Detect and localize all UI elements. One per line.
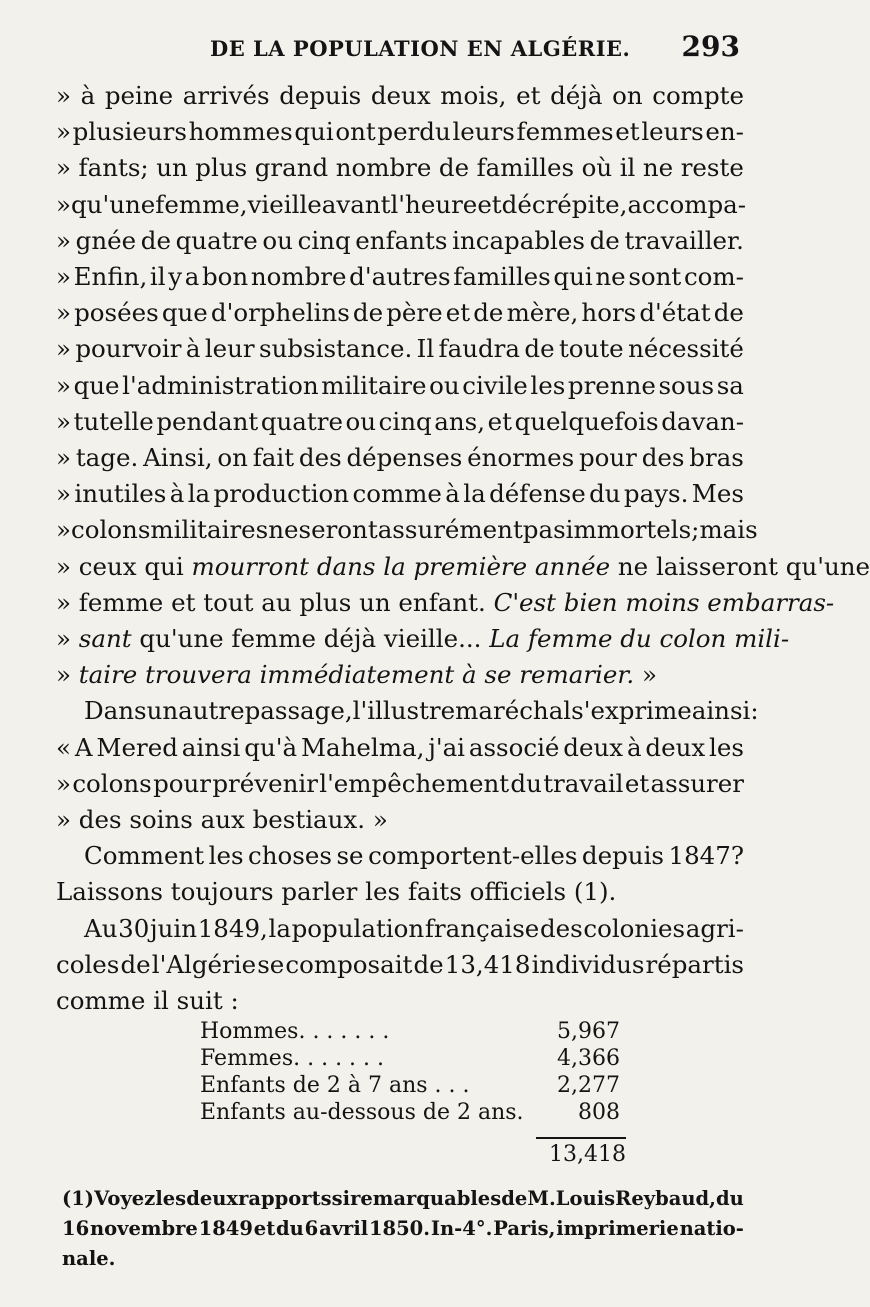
word: » xyxy=(56,225,71,255)
word: civile xyxy=(462,370,528,400)
word: l'Algérie xyxy=(151,949,257,979)
text-line xyxy=(56,150,744,186)
word: y xyxy=(168,262,183,292)
word: femmes xyxy=(516,117,614,147)
text-run: » femme et tout au plus un enfant. xyxy=(56,587,494,617)
word: passage, xyxy=(244,696,353,726)
text-line-mixed xyxy=(56,549,870,585)
word: décrépite, xyxy=(501,189,628,219)
word: ou xyxy=(262,225,293,255)
word: de xyxy=(524,334,555,364)
word: l'empêchement xyxy=(319,768,510,798)
word: » xyxy=(56,81,71,110)
text-line xyxy=(56,947,744,983)
word: de xyxy=(473,298,504,328)
word: compte xyxy=(652,81,744,110)
word: comme xyxy=(352,479,442,509)
word: on xyxy=(612,81,643,110)
word: à xyxy=(169,479,185,509)
word: où xyxy=(581,153,613,183)
word: novembre xyxy=(89,1217,198,1240)
word: comportent-elles xyxy=(368,841,578,871)
text-line xyxy=(56,693,759,729)
word: femme, xyxy=(155,189,248,219)
word: bras xyxy=(689,443,744,473)
word: pourvoir xyxy=(75,334,182,364)
word: » xyxy=(56,334,71,364)
word: Dans xyxy=(84,696,147,726)
word: plus xyxy=(195,153,248,183)
word: de xyxy=(501,1187,528,1210)
word: incapables xyxy=(452,225,585,255)
word: du xyxy=(716,1187,744,1210)
word: se xyxy=(257,949,285,979)
word: qu'une xyxy=(71,189,156,219)
word: rapports xyxy=(238,1187,332,1210)
word: à xyxy=(445,479,460,509)
population-table xyxy=(200,1018,620,1126)
word: fait xyxy=(252,443,295,473)
text-run: qu'une femme déjà vieille... xyxy=(131,624,490,654)
word: peine xyxy=(104,81,174,110)
word: M. xyxy=(527,1187,556,1210)
footnote-line: nale. xyxy=(62,1247,116,1270)
table-row xyxy=(200,1045,620,1072)
word: Au xyxy=(84,913,118,943)
text-line xyxy=(56,114,744,150)
word: travailler. xyxy=(624,225,744,255)
word: 30 xyxy=(118,913,150,943)
text-line xyxy=(56,368,744,404)
word: prenne xyxy=(567,370,656,400)
word: Comment xyxy=(84,841,205,871)
italic-run: C'est bien moins embarras- xyxy=(493,587,835,617)
word: tage. xyxy=(75,443,139,473)
body-text xyxy=(56,78,870,1019)
word: 1850. xyxy=(368,1217,431,1240)
word: la xyxy=(268,913,291,943)
word: quatre xyxy=(260,406,343,436)
word: Mered xyxy=(96,732,178,762)
word: Reybaud, xyxy=(615,1187,716,1210)
word: déjà xyxy=(550,81,603,110)
word: leurs xyxy=(452,117,515,147)
text-run: » xyxy=(56,660,79,690)
italic-run: sant xyxy=(78,624,132,654)
word: la xyxy=(187,479,211,509)
word: remarquables xyxy=(350,1187,502,1210)
word: faudra xyxy=(438,334,521,364)
word: fants; xyxy=(78,153,149,183)
word: deux xyxy=(370,81,431,110)
word: Voyez xyxy=(94,1187,156,1210)
word: pas xyxy=(522,515,566,545)
word: » xyxy=(56,153,71,183)
word: toute xyxy=(558,334,624,364)
word: » xyxy=(56,370,71,400)
word: les xyxy=(155,1187,187,1210)
word: ne xyxy=(642,153,674,183)
word: accompa- xyxy=(627,189,747,219)
table-total: 13,418 xyxy=(549,1142,626,1167)
word: enfants xyxy=(355,225,448,255)
word: du xyxy=(276,1217,304,1240)
word: mère, xyxy=(506,298,579,328)
word: colons xyxy=(72,768,152,798)
word: seront xyxy=(298,515,378,545)
word: du xyxy=(510,768,542,798)
word: » xyxy=(56,515,71,545)
footnote-line xyxy=(62,1214,744,1244)
text-line: » des soins aux bestiaux. » xyxy=(56,805,388,835)
word: individus xyxy=(531,949,645,979)
word: autre xyxy=(178,696,245,726)
word: père xyxy=(386,298,443,328)
word: com- xyxy=(683,262,744,292)
word: Il xyxy=(416,334,435,364)
row-value: 4,366 xyxy=(557,1046,620,1071)
word: In-4°. xyxy=(430,1217,493,1240)
page-number: 293 xyxy=(681,30,740,63)
word: posées xyxy=(74,298,159,328)
word: pour xyxy=(153,768,212,798)
text-line xyxy=(56,187,747,223)
word: imprimerie xyxy=(556,1217,679,1240)
text-line xyxy=(56,476,744,512)
word: des xyxy=(641,443,685,473)
word: » xyxy=(56,406,71,436)
row-value: 808 xyxy=(578,1100,620,1125)
word: assurément xyxy=(377,515,523,545)
italic-run: mourront dans la première année xyxy=(191,551,611,581)
word: 1849 xyxy=(198,1217,253,1240)
word: 13,418 xyxy=(444,949,531,979)
word: de xyxy=(140,225,171,255)
word: sous xyxy=(658,370,715,400)
word: quatre xyxy=(175,225,258,255)
word: qui xyxy=(553,262,593,292)
word: production xyxy=(213,479,350,509)
word: depuis xyxy=(581,841,664,871)
word: pays. xyxy=(623,479,689,509)
word: quelquefois xyxy=(514,406,659,436)
word: pour xyxy=(578,443,637,473)
word: du xyxy=(589,479,621,509)
word: immortels; xyxy=(565,515,700,545)
word: avril xyxy=(319,1217,369,1240)
word: reste xyxy=(680,153,744,183)
word: de xyxy=(438,153,470,183)
word: il xyxy=(619,153,636,183)
word: colonies xyxy=(583,913,686,943)
word: ne xyxy=(268,515,299,545)
text-line xyxy=(56,730,744,766)
footnote-line xyxy=(62,1184,744,1214)
word: subsistance. xyxy=(259,334,413,364)
word: » xyxy=(56,443,71,473)
word: » xyxy=(56,768,71,798)
footnote xyxy=(62,1184,744,1274)
word: composait xyxy=(285,949,413,979)
word: travail xyxy=(543,768,624,798)
word: mais xyxy=(699,515,758,545)
word: à xyxy=(626,732,642,762)
word: en- xyxy=(705,117,744,147)
word: de xyxy=(589,225,620,255)
word: les xyxy=(530,370,566,400)
word: (1) xyxy=(62,1187,95,1210)
word: à xyxy=(185,334,201,364)
word: dépenses xyxy=(346,443,463,473)
word: Mes xyxy=(691,479,744,509)
word: nombre xyxy=(250,262,347,292)
word: population xyxy=(291,913,425,943)
word: d'orphelins xyxy=(210,298,350,328)
word: 16 xyxy=(62,1217,90,1240)
word: perdu xyxy=(377,117,451,147)
word: nécessité xyxy=(628,334,744,364)
word: j'ai xyxy=(428,732,466,762)
word: et xyxy=(487,406,512,436)
word: natio- xyxy=(679,1217,744,1240)
word: assurer xyxy=(650,768,744,798)
text-run: » xyxy=(634,660,657,690)
word: 1849, xyxy=(197,913,268,943)
word: d'état xyxy=(639,298,711,328)
word: 6 xyxy=(304,1217,319,1240)
word: d'autres xyxy=(349,262,451,292)
word: ou xyxy=(345,406,377,436)
word: s'exprime xyxy=(571,696,692,726)
word: deux xyxy=(645,732,706,762)
word: vieille xyxy=(247,189,322,219)
word: ainsi xyxy=(691,696,751,726)
text-line-mixed xyxy=(56,585,835,621)
word: deux xyxy=(186,1187,239,1210)
text-line xyxy=(56,259,744,295)
word: prévenir xyxy=(212,768,318,798)
word: colons xyxy=(71,515,151,545)
word: que xyxy=(73,370,120,400)
word: on xyxy=(217,443,248,473)
word: l'administration xyxy=(122,370,319,400)
text-line xyxy=(56,404,744,440)
word: davan- xyxy=(661,406,744,436)
word: pendant xyxy=(156,406,259,436)
word: choses xyxy=(248,841,332,871)
text-line xyxy=(56,440,744,476)
word: de xyxy=(713,298,744,328)
word: leur xyxy=(204,334,255,364)
word: familles xyxy=(476,153,575,183)
word: de xyxy=(413,949,444,979)
word: à xyxy=(80,81,96,110)
word: Louis xyxy=(555,1187,616,1210)
word: a xyxy=(184,262,200,292)
word: mois, xyxy=(440,81,507,110)
text-line xyxy=(56,766,744,802)
word: que xyxy=(161,298,208,328)
word: » xyxy=(56,189,71,219)
text-line xyxy=(56,512,758,548)
word: ne xyxy=(595,262,626,292)
word: » xyxy=(56,117,71,147)
italic-run: La femme du colon mili- xyxy=(489,624,790,654)
word: un xyxy=(156,153,188,183)
word: cinq xyxy=(297,225,351,255)
word: et xyxy=(516,81,541,110)
word: juin xyxy=(150,913,198,943)
table-row xyxy=(200,1018,620,1045)
word: avant xyxy=(321,189,391,219)
word: cinq xyxy=(378,406,432,436)
word: il xyxy=(149,262,166,292)
word: énormes xyxy=(467,443,575,473)
row-value: 5,967 xyxy=(557,1019,620,1044)
word: l'illustre xyxy=(352,696,456,726)
word: la xyxy=(463,479,486,509)
word: et xyxy=(253,1217,276,1240)
word: » xyxy=(56,262,71,292)
running-head xyxy=(0,30,800,70)
word: A xyxy=(74,732,93,762)
text-run: ne laisseront qu'une xyxy=(610,551,870,581)
word: plusieurs xyxy=(72,117,187,147)
word: les xyxy=(208,841,244,871)
word: arrivés xyxy=(182,81,270,110)
word: leurs xyxy=(641,117,704,147)
word: Paris, xyxy=(493,1217,556,1240)
word: des xyxy=(539,913,583,943)
word: gnée xyxy=(75,225,137,255)
word: française xyxy=(424,913,540,943)
word: l'heure xyxy=(390,189,478,219)
word: et xyxy=(624,768,650,798)
text-line xyxy=(56,78,744,114)
word: : xyxy=(750,696,759,726)
word: militaire xyxy=(321,370,427,400)
word: un xyxy=(146,696,179,726)
row-label: Hommes. . . . . . . xyxy=(200,1019,390,1044)
row-label: Enfants au-dessous de 2 ans. xyxy=(200,1100,524,1125)
word: ont xyxy=(335,117,376,147)
word: agri- xyxy=(685,913,744,943)
word: qui xyxy=(294,117,334,147)
text-run: » ceux qui xyxy=(56,551,192,581)
italic-run: taire trouvera immédiatement à se remarier. xyxy=(78,660,635,690)
text-run: » xyxy=(56,624,79,654)
row-label: Femmes. . . . . . . xyxy=(200,1046,385,1071)
word: 1847? xyxy=(668,841,744,871)
text-line xyxy=(56,295,744,331)
word: nombre xyxy=(335,153,432,183)
word: tutelle xyxy=(73,406,154,436)
text-line-mixed xyxy=(56,657,744,693)
word: défense xyxy=(489,479,586,509)
word: maréchal xyxy=(455,696,572,726)
text-line: comme il suit : xyxy=(56,986,239,1016)
word: qu'à xyxy=(244,732,298,762)
word: ainsi xyxy=(181,732,241,762)
word: répartis xyxy=(645,949,744,979)
table-row xyxy=(200,1099,620,1126)
word: bon xyxy=(201,262,249,292)
word: grand xyxy=(254,153,329,183)
word: Ainsi, xyxy=(143,443,213,473)
word: sa xyxy=(716,370,744,400)
word: Enfin, xyxy=(73,262,148,292)
text-line xyxy=(56,838,744,874)
word: Mahelma, xyxy=(300,732,425,762)
word: de xyxy=(352,298,384,328)
word: et xyxy=(445,298,471,328)
row-label: Enfants de 2 à 7 ans . . . xyxy=(200,1073,470,1098)
word: si xyxy=(331,1187,351,1210)
word: militaires xyxy=(150,515,269,545)
running-title: DE LA POPULATION EN ALGÉRIE. xyxy=(210,36,631,61)
text-line: Laissons toujours parler les faits officiels (1). xyxy=(56,877,617,907)
row-value: 2,277 xyxy=(557,1073,620,1098)
word: sont xyxy=(628,262,682,292)
word: inutiles xyxy=(74,479,167,509)
word: » xyxy=(56,479,71,509)
word: des xyxy=(298,443,342,473)
word: hors xyxy=(581,298,637,328)
word: de xyxy=(120,949,151,979)
word: deux xyxy=(563,732,624,762)
word: depuis xyxy=(279,81,362,110)
word: ans, xyxy=(434,406,486,436)
word: familles xyxy=(453,262,551,292)
word: les xyxy=(709,732,744,762)
text-line xyxy=(56,223,744,259)
word: se xyxy=(336,841,364,871)
word: associé xyxy=(468,732,560,762)
text-line xyxy=(56,911,744,947)
word: coles xyxy=(56,949,120,979)
text-line xyxy=(56,331,744,367)
word: « xyxy=(56,732,71,762)
word: » xyxy=(56,298,71,328)
word: et xyxy=(477,189,502,219)
word: hommes xyxy=(188,117,293,147)
table-row xyxy=(200,1072,620,1099)
word: ou xyxy=(429,370,460,400)
text-line-mixed xyxy=(56,621,790,657)
total-rule xyxy=(536,1137,626,1139)
word: et xyxy=(615,117,640,147)
